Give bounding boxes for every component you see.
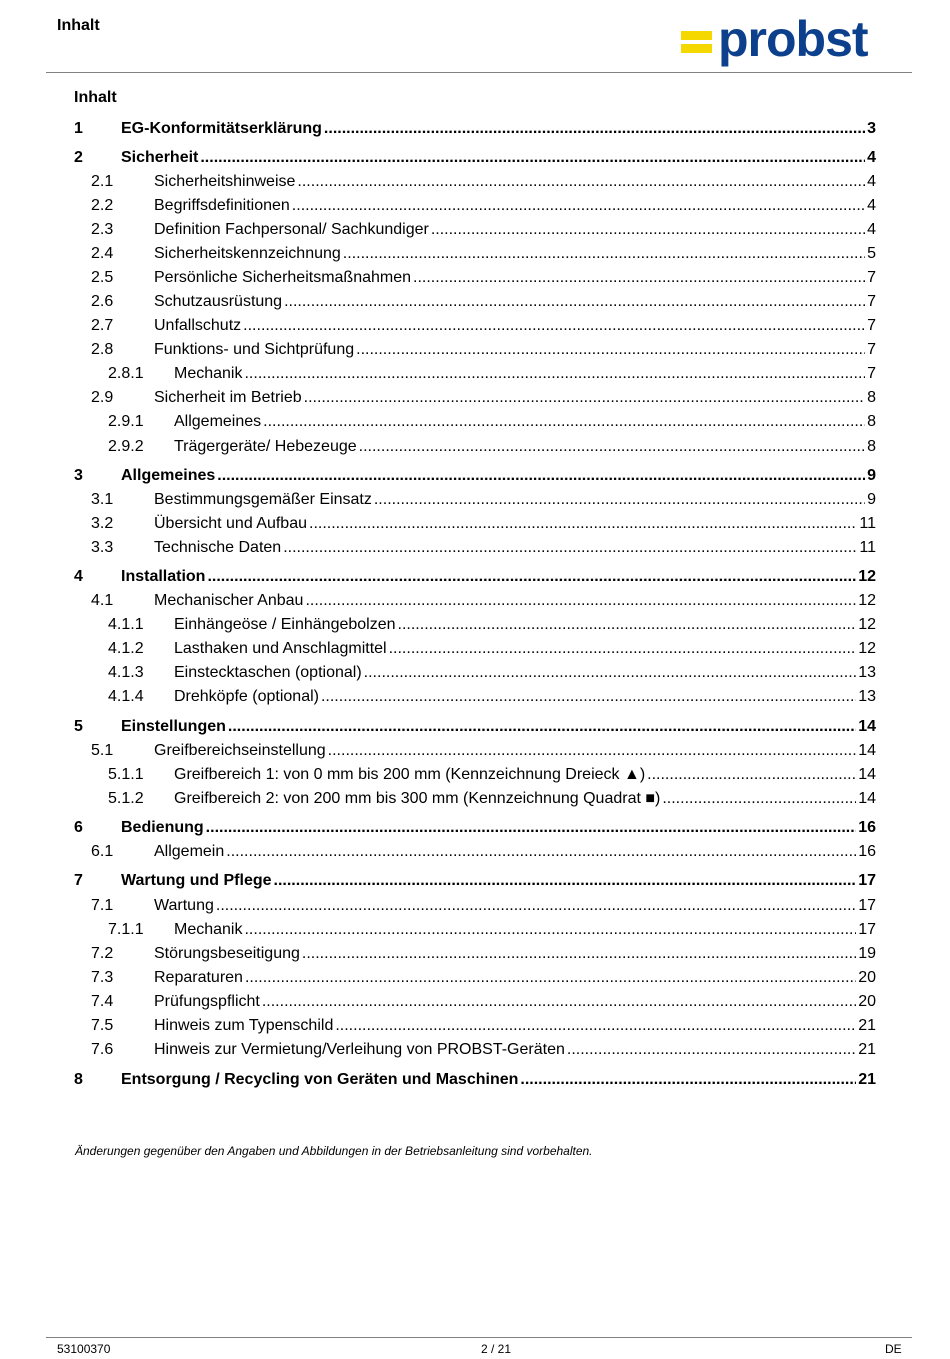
toc-entry-title: Sicherheitskennzeichnung: [154, 245, 341, 262]
toc-dot-leader: [262, 991, 856, 1013]
toc-entry-page: 19: [858, 945, 876, 962]
toc-entry-number: 7: [74, 872, 83, 889]
toc-entry[interactable]: [74, 614, 876, 636]
toc-entry-title: Einstecktaschen (optional): [174, 664, 362, 681]
toc-entry-number: 3: [74, 467, 83, 484]
toc-entry[interactable]: [74, 147, 876, 169]
toc-dot-leader: [244, 919, 856, 941]
toc-entry-title: Unfallschutz: [154, 317, 242, 334]
toc-entry-number: 3.3: [91, 539, 114, 556]
toc-entry-number: 7.3: [91, 969, 114, 986]
toc-entry-title: Technische Daten: [154, 539, 282, 556]
toc-dot-leader: [305, 590, 856, 612]
toc-entry-number: 4.1.4: [108, 688, 144, 705]
toc-entry-title: Mechanischer Anbau: [154, 592, 304, 609]
toc-dot-leader: [228, 716, 856, 738]
toc-entry-number: 3.2: [91, 515, 114, 532]
toc-entry[interactable]: [74, 219, 876, 241]
toc-entry-page: 13: [858, 664, 876, 681]
toc-entry-title: Störungsbeseitigung: [154, 945, 300, 962]
toc-entry-number: 2.5: [91, 269, 114, 286]
toc-entry-page: 17: [858, 872, 876, 889]
toc-entry-title: Greifbereich 2: von 200 mm bis 300 mm (Kennzeichnung Quadrat ■): [174, 790, 661, 807]
toc-entry-page: 21: [858, 1017, 876, 1034]
toc-entry[interactable]: [74, 919, 876, 941]
toc-entry[interactable]: [74, 363, 876, 385]
toc-entry[interactable]: [74, 339, 876, 361]
toc-entry-page: 7: [867, 317, 876, 334]
toc-entry[interactable]: [74, 195, 876, 217]
toc-entry[interactable]: [74, 171, 876, 193]
toc-dot-leader: [274, 870, 857, 892]
toc-entry-number: 6: [74, 819, 83, 836]
toc-entry-number: 4.1.1: [108, 616, 144, 633]
toc-entry[interactable]: [74, 895, 876, 917]
toc-entry-number: 7.4: [91, 993, 114, 1010]
toc-entry[interactable]: [74, 436, 876, 458]
toc-entry-number: 2: [74, 149, 83, 166]
toc-entry-page: 12: [858, 640, 876, 657]
toc-dot-leader: [302, 943, 856, 965]
toc-entry-page: 20: [858, 993, 876, 1010]
toc-entry-page: 7: [867, 293, 876, 310]
toc-entry-number: 7.1.1: [108, 921, 144, 938]
toc-entry-number: 2.6: [91, 293, 114, 310]
toc-dot-leader: [343, 243, 865, 265]
toc-entry-title: Allgemeines: [121, 467, 216, 484]
toc-entry[interactable]: [74, 967, 876, 989]
toc-entry-number: 2.9: [91, 389, 114, 406]
toc-dot-leader: [324, 118, 865, 140]
toc-entry-number: 2.4: [91, 245, 114, 262]
toc-entry-page: 21: [858, 1071, 876, 1088]
toc-entry-page: 4: [867, 173, 876, 190]
probst-logo: [681, 11, 905, 68]
toc-dot-leader: [283, 537, 857, 559]
toc-entry-title: Sicherheitshinweise: [154, 173, 296, 190]
toc-entry-number: 2.8: [91, 341, 114, 358]
logo-bar-bottom: [681, 44, 712, 53]
toc-dot-leader: [226, 841, 856, 863]
toc-entry[interactable]: [74, 716, 876, 738]
toc-entry[interactable]: [74, 1069, 876, 1091]
toc-entry-page: 12: [858, 592, 876, 609]
toc-entry-title: Funktions- und Sichtprüfung: [154, 341, 355, 358]
toc-entry-page: 12: [858, 568, 876, 585]
toc-dot-leader: [356, 339, 865, 361]
toc-dot-leader: [200, 147, 865, 169]
footer-doc-number: 53100370: [57, 1342, 111, 1356]
toc-dot-leader: [662, 788, 856, 810]
toc-heading: Inhalt: [74, 89, 117, 106]
toc-entry-title: Einstellungen: [121, 718, 226, 735]
toc-entry-title: Allgemeines: [174, 413, 262, 430]
toc-entry-page: 16: [858, 819, 876, 836]
toc-dot-leader: [245, 967, 856, 989]
toc-entry-number: 7.1: [91, 897, 114, 914]
toc-entry-title: Hinweis zur Vermietung/Verleihung von PROBST-Geräten: [154, 1041, 565, 1058]
toc-entry-title: Einhängeöse / Einhängebolzen: [174, 616, 396, 633]
toc-entry-title: Greifbereichseinstellung: [154, 742, 326, 759]
toc-entry-page: 7: [867, 341, 876, 358]
toc-entry[interactable]: [74, 662, 876, 684]
toc-dot-leader: [292, 195, 865, 217]
toc-dot-leader: [321, 686, 856, 708]
toc-entry[interactable]: [74, 788, 876, 810]
toc-entry-page: 14: [858, 790, 876, 807]
toc-entry-page: 4: [867, 221, 876, 238]
toc-entry-number: 4.1.2: [108, 640, 144, 657]
toc-entry-number: 8: [74, 1071, 83, 1088]
toc-entry[interactable]: [74, 566, 876, 588]
toc-entry-number: 3.1: [91, 491, 114, 508]
toc-entry[interactable]: [74, 817, 876, 839]
toc-entry-number: 2.7: [91, 317, 114, 334]
toc-dot-leader: [431, 219, 865, 241]
toc-entry[interactable]: [74, 991, 876, 1013]
toc-entry-title: Begriffsdefinitionen: [154, 197, 290, 214]
toc-dot-leader: [364, 662, 857, 684]
toc-entry[interactable]: [74, 943, 876, 965]
toc-entry-number: 4: [74, 568, 83, 585]
toc-entry-title: Mechanik: [174, 921, 243, 938]
footer-page-number: 2 / 21: [481, 1342, 512, 1356]
toc-entry-title: Wartung: [154, 897, 214, 914]
toc-entry[interactable]: [74, 638, 876, 660]
toc-entry-number: 2.9.1: [108, 413, 144, 430]
toc-dot-leader: [398, 614, 857, 636]
toc-entry-page: 9: [867, 491, 876, 508]
toc-entry-number: 5.1: [91, 742, 114, 759]
toc-entry-title: Bedienung: [121, 819, 204, 836]
toc-entry-title: Übersicht und Aufbau: [154, 515, 307, 532]
toc-entry-title: Prüfungspflicht: [154, 993, 260, 1010]
toc-entry-page: 8: [867, 413, 876, 430]
toc-entry-title: Mechanik: [174, 365, 243, 382]
toc-entry-title: Definition Fachpersonal/ Sachkundiger: [154, 221, 429, 238]
toc-entry-page: 5: [867, 245, 876, 262]
header-title: Inhalt: [57, 17, 100, 34]
toc-entry-number: 2.9.2: [108, 438, 144, 455]
toc-dot-leader: [263, 411, 865, 433]
toc-entry-number: 1: [74, 120, 83, 137]
toc-dot-leader: [243, 315, 865, 337]
toc-entry[interactable]: [74, 465, 876, 487]
toc-entry[interactable]: [74, 387, 876, 409]
toc-entry-title: Lasthaken und Anschlagmittel: [174, 640, 387, 657]
toc-entry-page: 3: [867, 120, 876, 137]
toc-entry[interactable]: [74, 686, 876, 708]
toc-entry-page: 14: [858, 718, 876, 735]
toc-entry-title: Sicherheit: [121, 149, 199, 166]
toc-entry-title: EG-Konformitätserklärung: [121, 120, 322, 137]
logo-bar-top: [681, 31, 712, 40]
toc-dot-leader: [206, 817, 857, 839]
toc-entry-page: 20: [858, 969, 876, 986]
toc-dot-leader: [389, 638, 857, 660]
logo-wordmark: probst: [718, 11, 868, 67]
toc-dot-leader: [207, 566, 856, 588]
toc-entry[interactable]: [74, 1039, 876, 1061]
toc-dot-leader: [359, 436, 865, 458]
toc-dot-leader: [304, 387, 865, 409]
toc-entry-page: 8: [867, 389, 876, 406]
toc-entry-number: 7.2: [91, 945, 114, 962]
toc-dot-leader: [374, 489, 865, 511]
toc-entry-title: Greifbereich 1: von 0 mm bis 200 mm (Kennzeichnung Dreieck ▲): [174, 766, 646, 783]
toc-dot-leader: [567, 1039, 856, 1061]
toc-dot-leader: [244, 363, 865, 385]
toc-dot-leader: [284, 291, 865, 313]
toc-entry-number: 5.1.1: [108, 766, 144, 783]
toc-entry-number: 2.8.1: [108, 365, 144, 382]
toc-entry[interactable]: [74, 870, 876, 892]
toc-entry[interactable]: [74, 267, 876, 289]
toc-entry-title: Trägergeräte/ Hebezeuge: [174, 438, 357, 455]
toc-entry-page: 4: [867, 149, 876, 166]
toc-entry-number: 5: [74, 718, 83, 735]
disclaimer-note: Änderungen gegenüber den Angaben und Abbildungen in der Betriebsanleitung sind vorbehalten.: [75, 1144, 593, 1158]
toc-dot-leader: [647, 764, 856, 786]
toc-entry-title: Wartung und Pflege: [121, 872, 272, 889]
toc-entry-title: Bestimmungsgemäßer Einsatz: [154, 491, 372, 508]
toc-entry-page: 4: [867, 197, 876, 214]
toc-dot-leader: [328, 740, 857, 762]
toc-entry[interactable]: [74, 740, 876, 762]
footer-divider: [46, 1337, 912, 1338]
toc-entry[interactable]: [74, 1015, 876, 1037]
toc-entry-title: Allgemein: [154, 843, 225, 860]
toc-entry-page: 7: [867, 269, 876, 286]
toc-entry-number: 2.1: [91, 173, 114, 190]
toc-entry-title: Schutzausrüstung: [154, 293, 283, 310]
toc-dot-leader: [335, 1015, 856, 1037]
toc-entry[interactable]: [74, 841, 876, 863]
toc-entry-number: 4.1.3: [108, 664, 144, 681]
toc-entry-title: Sicherheit im Betrieb: [154, 389, 302, 406]
toc-entry-page: 13: [858, 688, 876, 705]
toc-entry-number: 2.3: [91, 221, 114, 238]
toc-entry[interactable]: [74, 590, 876, 612]
toc-entry-title: Installation: [121, 568, 206, 585]
toc-entry-page: 17: [858, 897, 876, 914]
toc-entry[interactable]: [74, 118, 876, 140]
toc-entry-page: 7: [867, 365, 876, 382]
toc-entry-number: 4.1: [91, 592, 114, 609]
toc-entry[interactable]: [74, 411, 876, 433]
toc-entry-page: 16: [858, 843, 876, 860]
toc-entry-number: 7.6: [91, 1041, 114, 1058]
toc-entry-page: 21: [858, 1041, 876, 1058]
toc-entry-page: 14: [858, 766, 876, 783]
toc-dot-leader: [309, 513, 857, 535]
toc-entry-page: 12: [858, 616, 876, 633]
toc-entry[interactable]: [74, 537, 876, 559]
toc-entry[interactable]: [74, 315, 876, 337]
toc-entry[interactable]: [74, 243, 876, 265]
header-divider: [46, 72, 912, 73]
toc-entry[interactable]: [74, 764, 876, 786]
toc-entry-page: 9: [867, 467, 876, 484]
toc-entry-page: 8: [867, 438, 876, 455]
toc-dot-leader: [217, 465, 865, 487]
toc-entry[interactable]: [74, 291, 876, 313]
toc-dot-leader: [297, 171, 865, 193]
toc-entry-number: 6.1: [91, 843, 114, 860]
toc-entry-title: Persönliche Sicherheitsmaßnahmen: [154, 269, 412, 286]
toc-entry-page: 11: [859, 515, 876, 532]
footer-language: DE: [885, 1342, 902, 1356]
toc-entry-page: 14: [858, 742, 876, 759]
toc-entry-number: 5.1.2: [108, 790, 144, 807]
toc-entry-page: 17: [858, 921, 876, 938]
toc-entry-title: Drehköpfe (optional): [174, 688, 319, 705]
toc-entry[interactable]: [74, 489, 876, 511]
toc-entry-title: Hinweis zum Typenschild: [154, 1017, 334, 1034]
toc-entry-page: 11: [859, 539, 876, 556]
toc-entry-title: Entsorgung / Recycling von Geräten und Maschinen: [121, 1071, 519, 1088]
toc-dot-leader: [413, 267, 865, 289]
toc-entry-title: Reparaturen: [154, 969, 243, 986]
toc-entry[interactable]: [74, 513, 876, 535]
toc-dot-leader: [520, 1069, 856, 1091]
toc-dot-leader: [216, 895, 856, 917]
toc-entry-number: 7.5: [91, 1017, 114, 1034]
toc-entry-number: 2.2: [91, 197, 114, 214]
